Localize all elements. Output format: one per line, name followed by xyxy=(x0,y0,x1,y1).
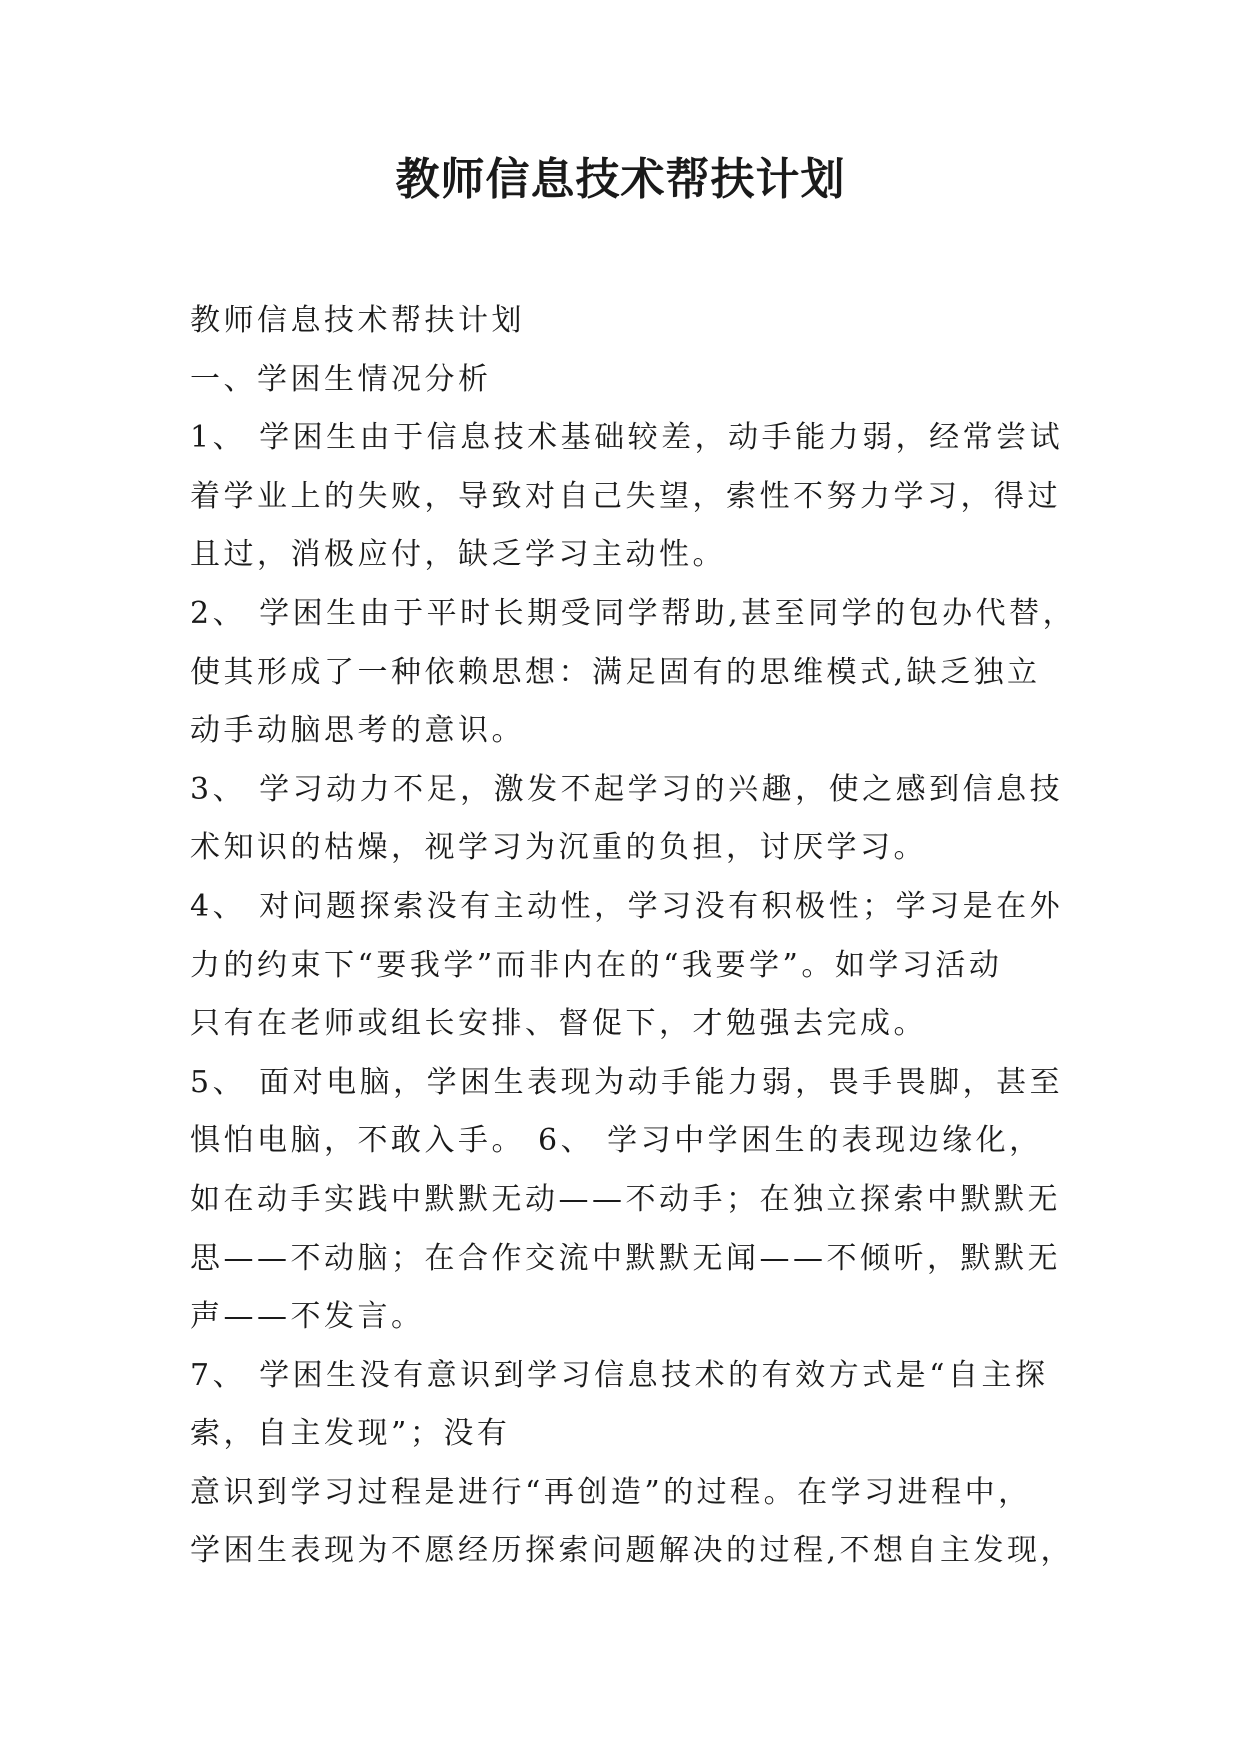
body-line: 惧怕电脑，不敢入手。 6、 学习中学困生的表现边缘化， xyxy=(190,1123,1043,1159)
body-line: 思——不动脑；在合作交流中默默无闻——不倾听，默默无 xyxy=(190,1240,1061,1276)
body-line: 一、学困生情况分析 xyxy=(190,361,492,397)
body-line: 力的约束下“要我学”而非内在的“我要学”。如学习活动 xyxy=(190,947,1003,983)
body-line: 只有在老师或组长安排、督促下，才勉强去完成。 xyxy=(190,1006,927,1042)
document-body xyxy=(190,292,1077,1581)
body-line: 使其形成了一种依赖思想：满足固有的思维模式,缺乏独立 xyxy=(190,654,1041,690)
body-line: 4、 对问题探索没有主动性，学习没有积极性；学习是在外 xyxy=(190,888,1064,924)
body-line: 且过，消极应付，缺乏学习主动性。 xyxy=(190,537,726,573)
body-line: 7、 学困生没有意识到学习信息技术的有效方式是“自主探 xyxy=(190,1357,1049,1393)
body-line: 索，自主发现”；没有 xyxy=(190,1416,511,1452)
body-line: 5、 面对电脑，学困生表现为动手能力弱，畏手畏脚，甚至 xyxy=(190,1064,1064,1100)
body-line: 教师信息技术帮扶计划 xyxy=(190,303,525,338)
body-line: 声——不发言。 xyxy=(190,1299,425,1335)
body-line: 动手动脑思考的意识。 xyxy=(190,713,525,749)
body-line: 3、 学习动力不足，激发不起学习的兴趣，使之感到信息技 xyxy=(190,771,1064,807)
body-line: 1、 学困生由于信息技术基础较差，动手能力弱，经常尝试 xyxy=(190,420,1064,456)
body-line: 术知识的枯燥，视学习为沉重的负担，讨厌学习。 xyxy=(190,830,927,866)
body-line: 2、 学困生由于平时长期受同学帮助,甚至同学的包办代替， xyxy=(190,595,1077,631)
body-line: 着学业上的失败，导致对自己失望，索性不努力学习，得过 xyxy=(190,478,1061,514)
body-line: 学困生表现为不愿经历探索问题解决的过程,不想自主发现， xyxy=(190,1533,1075,1569)
document-title: 教师信息技术帮扶计划 xyxy=(395,154,846,205)
body-line: 意识到学习过程是进行“再创造”的过程。在学习进程中， xyxy=(190,1474,1032,1510)
body-line: 如在动手实践中默默无动——不动手；在独立探索中默默无 xyxy=(190,1181,1061,1217)
